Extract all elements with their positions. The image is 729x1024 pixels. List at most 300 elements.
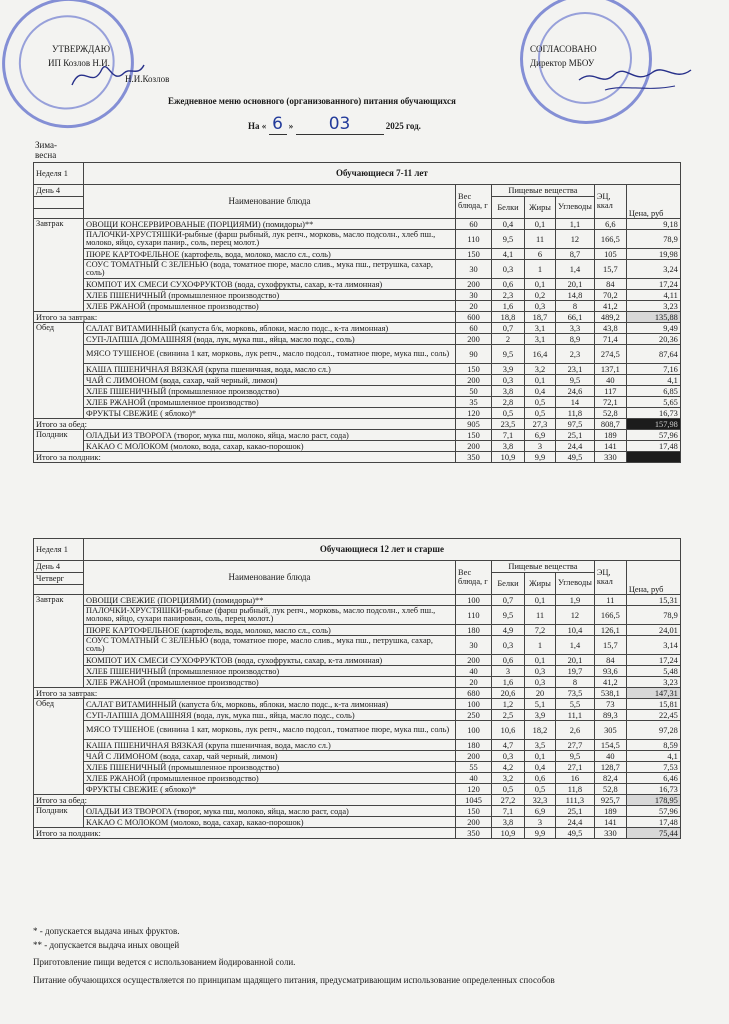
dish-name: ХЛЕБ ПШЕНИЧНЫЙ (промышленное производство) <box>84 386 456 397</box>
dish-fat: 0,1 <box>525 279 556 290</box>
dish-fat: 3,5 <box>525 740 556 751</box>
col-fat-header: Жиры <box>525 197 556 219</box>
dish-energy: 84 <box>594 655 626 666</box>
total-energy: 808,7 <box>594 419 626 430</box>
dish-energy: 41,2 <box>594 301 626 312</box>
dish-fat: 16,4 <box>525 345 556 364</box>
total-carbs: 111,3 <box>556 795 595 806</box>
dish-carbs: 2,6 <box>556 721 595 740</box>
dish-name: ФРУКТЫ СВЕЖИЕ ( яблоко)* <box>84 408 456 419</box>
dish-fat: 0,1 <box>525 219 556 230</box>
total-row <box>34 688 681 699</box>
dish-protein: 0,6 <box>492 655 525 666</box>
meal-label: Полдник <box>34 806 84 828</box>
dish-weight: 110 <box>456 606 492 625</box>
dish-name: СУП-ЛАПША ДОМАШНЯЯ (вода, лук, мука пш., яйца, масло подс., соль) <box>84 710 456 721</box>
total-label: Итого за обед: <box>34 419 456 430</box>
dish-weight: 120 <box>456 784 492 795</box>
dish-protein: 0,3 <box>492 636 525 655</box>
dish-weight: 150 <box>456 364 492 375</box>
dish-carbs: 1,4 <box>556 260 595 279</box>
total-price <box>626 452 680 463</box>
dish-energy: 11 <box>594 595 626 606</box>
total-fat: 9,9 <box>525 828 556 839</box>
date-mid: » <box>288 121 294 131</box>
total-carbs: 97,5 <box>556 419 595 430</box>
dish-energy: 15,7 <box>594 636 626 655</box>
dish-energy: 82,4 <box>594 773 626 784</box>
col-protein-header: Белки <box>492 573 525 595</box>
dish-carbs: 1,9 <box>556 595 595 606</box>
meal-label: Обед <box>34 323 84 419</box>
dish-price: 7,53 <box>626 762 680 773</box>
dish-fat: 6,9 <box>525 806 556 817</box>
dish-energy: 84 <box>594 279 626 290</box>
dish-name: ФРУКТЫ СВЕЖИЕ ( яблоко)* <box>84 784 456 795</box>
dish-carbs: 20,1 <box>556 655 595 666</box>
season-label: Зима-весна <box>35 140 57 160</box>
dish-name: ХЛЕБ ПШЕНИЧНЫЙ (промышленное производство) <box>84 762 456 773</box>
dish-fat: 3 <box>525 441 556 452</box>
dish-row <box>34 430 681 441</box>
col-carbs-header: Углеводы <box>556 197 595 219</box>
dish-carbs: 1,1 <box>556 219 595 230</box>
dish-energy: 141 <box>594 441 626 452</box>
dish-carbs: 14 <box>556 397 595 408</box>
dish-price: 16,73 <box>626 784 680 795</box>
dish-weight: 55 <box>456 762 492 773</box>
dish-protein: 0,7 <box>492 323 525 334</box>
dish-fat: 3,9 <box>525 710 556 721</box>
dish-price: 3,23 <box>626 677 680 688</box>
approve-left-sub: ИП Козлов Н.И. <box>48 58 110 68</box>
dish-energy: 305 <box>594 721 626 740</box>
dish-carbs: 9,5 <box>556 375 595 386</box>
dish-weight: 20 <box>456 677 492 688</box>
dish-row <box>34 408 681 419</box>
dish-protein: 0,7 <box>492 595 525 606</box>
total-price: 135,88 <box>626 312 680 323</box>
dish-energy: 126,1 <box>594 625 626 636</box>
dish-row <box>34 249 681 260</box>
dish-fat: 0,3 <box>525 677 556 688</box>
dish-protein: 2,8 <box>492 397 525 408</box>
dish-fat: 7,2 <box>525 625 556 636</box>
col-energy-header: ЭЦ, ккал <box>594 561 626 595</box>
dish-name: ПЮРЕ КАРТОФЕЛЬНОЕ (картофель, вода, молоко, масло сл., соль) <box>84 249 456 260</box>
dish-weight: 60 <box>456 219 492 230</box>
dish-protein: 0,5 <box>492 408 525 419</box>
approve-left-name: Н.И.Козлов <box>125 74 170 84</box>
dish-weight: 150 <box>456 806 492 817</box>
dish-name: ХЛЕБ ПШЕНИЧНЫЙ (промышленное производство) <box>84 666 456 677</box>
dish-name: МЯСО ТУШЕНОЕ (свинина 1 кат, морковь, лук репч., масло подсол., томатное пюре, мука пш., соль) <box>84 721 456 740</box>
dish-energy: 15,7 <box>594 260 626 279</box>
dish-name: КАКАО С МОЛОКОМ (молоко, вода, сахар, какао-порошок) <box>84 817 456 828</box>
total-fat: 20 <box>525 688 556 699</box>
dish-name: СОУС ТОМАТНЫЙ С ЗЕЛЕНЬЮ (вода, томатное пюре, масло слив., мука пш., петрушка, сахар, соль) <box>84 636 456 655</box>
dish-fat: 11 <box>525 230 556 249</box>
dish-name: ХЛЕБ РЖАНОЙ (промышленное производство) <box>84 773 456 784</box>
dish-carbs: 8,7 <box>556 249 595 260</box>
dish-price: 22,45 <box>626 710 680 721</box>
dish-energy: 166,5 <box>594 606 626 625</box>
total-label: Итого за завтрак: <box>34 688 456 699</box>
dish-name: КОМПОТ ИХ СМЕСИ СУХОФРУКТОВ (вода, сухофрукты, сахар, к-та лимонная) <box>84 279 456 290</box>
total-protein: 18,8 <box>492 312 525 323</box>
dish-price: 5,48 <box>626 666 680 677</box>
dish-row <box>34 655 681 666</box>
header-week-row <box>34 539 681 561</box>
dish-name: ЧАЙ С ЛИМОНОМ (вода, сахар, чай черный, лимон) <box>84 375 456 386</box>
dish-name: ПАЛОЧКИ-ХРУСТЯШКИ-рыбные (фарш рыбный, лук репч., морковь, масло подсолн., хлеб пш., молоко, яйцо, сухари панир., соль, перец молот.) <box>84 230 456 249</box>
dish-fat: 0,2 <box>525 290 556 301</box>
total-energy: 330 <box>594 452 626 463</box>
dish-protein: 4,1 <box>492 249 525 260</box>
total-row <box>34 419 681 430</box>
dish-carbs: 25,1 <box>556 806 595 817</box>
dish-name: САЛАТ ВИТАМИННЫЙ (капуста б/к, морковь, яблоки, масло подс., к-та лимонная) <box>84 699 456 710</box>
dish-name: КАКАО С МОЛОКОМ (молоко, вода, сахар, какао-порошок) <box>84 441 456 452</box>
dish-energy: 137,1 <box>594 364 626 375</box>
dish-price: 6,46 <box>626 773 680 784</box>
dish-name: СОУС ТОМАТНЫЙ С ЗЕЛЕНЬЮ (вода, томатное пюре, масло слив., мука пш., петрушка, сахар, соль) <box>84 260 456 279</box>
dish-fat: 3 <box>525 817 556 828</box>
dish-weight: 120 <box>456 408 492 419</box>
dish-carbs: 16 <box>556 773 595 784</box>
dish-weight: 110 <box>456 230 492 249</box>
dish-weight: 150 <box>456 430 492 441</box>
dish-price: 15,81 <box>626 699 680 710</box>
dish-name: ХЛЕБ РЖАНОЙ (промышленное производство) <box>84 397 456 408</box>
total-weight: 350 <box>456 452 492 463</box>
dish-protein: 4,9 <box>492 625 525 636</box>
dish-row <box>34 290 681 301</box>
dish-protein: 7,1 <box>492 806 525 817</box>
dish-energy: 43,8 <box>594 323 626 334</box>
meal-label: Завтрак <box>34 595 84 688</box>
dish-price: 97,28 <box>626 721 680 740</box>
dish-energy: 70,2 <box>594 290 626 301</box>
dish-name: ОВОЩИ КОНСЕРВИРОВАНЫЕ (ПОРЦИЯМИ) (помидоры)** <box>84 219 456 230</box>
dish-carbs: 27,1 <box>556 762 595 773</box>
dish-carbs: 8 <box>556 301 595 312</box>
dish-energy: 89,3 <box>594 710 626 721</box>
dish-protein: 3,9 <box>492 364 525 375</box>
dish-protein: 2,5 <box>492 710 525 721</box>
dish-fat: 3,1 <box>525 334 556 345</box>
col-price-header: Цена, руб <box>626 561 680 595</box>
dish-price: 20,36 <box>626 334 680 345</box>
col-weight-header: Вес блюда, г <box>456 561 492 595</box>
total-protein: 10,9 <box>492 828 525 839</box>
dish-carbs: 9,5 <box>556 751 595 762</box>
dish-carbs: 8,9 <box>556 334 595 345</box>
dish-weight: 60 <box>456 323 492 334</box>
week-label: Неделя 1 <box>34 163 84 185</box>
dish-price: 19,98 <box>626 249 680 260</box>
header-spacer <box>34 585 84 595</box>
col-nutrients-header: Пищевые вещества <box>492 561 595 573</box>
dish-carbs: 11,8 <box>556 408 595 419</box>
date-day: 6 <box>269 114 287 135</box>
total-fat: 18,7 <box>525 312 556 323</box>
dish-weight: 200 <box>456 375 492 386</box>
document-title: Ежедневное меню основного (организованного) питания обучающихся <box>168 96 456 106</box>
group-title: Обучающиеся 12 лет и старше <box>84 539 681 561</box>
note-fruits: * - допускается выдача иных фруктов. <box>33 926 180 936</box>
approve-right-title: СОГЛАСОВАНО <box>530 44 597 54</box>
dish-carbs: 11,1 <box>556 710 595 721</box>
dish-protein: 0,5 <box>492 784 525 795</box>
dish-protein: 2 <box>492 334 525 345</box>
dish-weight: 20 <box>456 301 492 312</box>
approve-left-title: УТВЕРЖДАЮ <box>52 44 111 54</box>
dish-price: 6,85 <box>626 386 680 397</box>
header-columns-row <box>34 561 681 573</box>
dish-energy: 93,6 <box>594 666 626 677</box>
total-weight: 600 <box>456 312 492 323</box>
dish-protein: 9,5 <box>492 606 525 625</box>
total-energy: 489,2 <box>594 312 626 323</box>
header-week-row <box>34 163 681 185</box>
dish-price: 16,73 <box>626 408 680 419</box>
dish-price: 24,01 <box>626 625 680 636</box>
dish-fat: 1 <box>525 636 556 655</box>
dish-weight: 30 <box>456 260 492 279</box>
dish-price: 3,24 <box>626 260 680 279</box>
dish-price: 78,9 <box>626 606 680 625</box>
col-carbs-header: Углеводы <box>556 573 595 595</box>
date-month: 03 <box>296 114 384 135</box>
dish-row <box>34 762 681 773</box>
dish-fat: 1 <box>525 260 556 279</box>
meal-label: Завтрак <box>34 219 84 312</box>
menu-table-12-plus <box>33 538 681 839</box>
total-weight: 350 <box>456 828 492 839</box>
total-weight: 680 <box>456 688 492 699</box>
dish-price: 17,24 <box>626 279 680 290</box>
total-row <box>34 795 681 806</box>
dish-row <box>34 397 681 408</box>
dish-weight: 180 <box>456 740 492 751</box>
dish-carbs: 25,1 <box>556 430 595 441</box>
dish-protein: 0,6 <box>492 279 525 290</box>
dish-energy: 141 <box>594 817 626 828</box>
dish-weight: 200 <box>456 751 492 762</box>
dish-row <box>34 710 681 721</box>
dish-row <box>34 751 681 762</box>
dish-price: 17,48 <box>626 817 680 828</box>
dish-weight: 200 <box>456 279 492 290</box>
dish-fat: 0,3 <box>525 301 556 312</box>
dish-fat: 0,1 <box>525 375 556 386</box>
dish-row <box>34 636 681 655</box>
total-energy: 925,7 <box>594 795 626 806</box>
dish-protein: 9,5 <box>492 230 525 249</box>
date-line <box>248 114 421 135</box>
dish-energy: 6,6 <box>594 219 626 230</box>
dish-weight: 100 <box>456 721 492 740</box>
col-energy-header: ЭЦ, ккал <box>594 185 626 219</box>
dish-energy: 117 <box>594 386 626 397</box>
dish-row <box>34 784 681 795</box>
dish-energy: 52,8 <box>594 408 626 419</box>
dish-price: 17,24 <box>626 655 680 666</box>
dish-energy: 128,7 <box>594 762 626 773</box>
dish-price: 3,14 <box>626 636 680 655</box>
dish-energy: 72,1 <box>594 397 626 408</box>
dish-name: ОВОЩИ СВЕЖИЕ (ПОРЦИЯМИ) (помидоры)** <box>84 595 456 606</box>
dish-energy: 73 <box>594 699 626 710</box>
dish-row <box>34 375 681 386</box>
dish-carbs: 2,3 <box>556 345 595 364</box>
dish-row <box>34 625 681 636</box>
dish-fat: 5,1 <box>525 699 556 710</box>
total-fat: 9,9 <box>525 452 556 463</box>
dish-energy: 41,2 <box>594 677 626 688</box>
dish-protein: 3,2 <box>492 773 525 784</box>
dish-price: 8,59 <box>626 740 680 751</box>
dish-name: ХЛЕБ РЖАНОЙ (промышленное производство) <box>84 677 456 688</box>
total-carbs: 73,5 <box>556 688 595 699</box>
dish-energy: 189 <box>594 430 626 441</box>
dish-weight: 200 <box>456 334 492 345</box>
total-label: Итого за завтрак: <box>34 312 456 323</box>
dish-fat: 0,5 <box>525 397 556 408</box>
dish-protein: 3,8 <box>492 817 525 828</box>
dish-fat: 6,9 <box>525 430 556 441</box>
dish-row <box>34 721 681 740</box>
dish-carbs: 12 <box>556 230 595 249</box>
dish-row <box>34 345 681 364</box>
dish-carbs: 11,8 <box>556 784 595 795</box>
left-signature <box>68 55 148 95</box>
dish-row <box>34 606 681 625</box>
header-spacer <box>34 209 84 219</box>
dish-price: 4,1 <box>626 751 680 762</box>
dish-protein: 0,3 <box>492 751 525 762</box>
dish-name: ОЛАДЬИ ИЗ ТВОРОГА (творог, мука пш, молоко, яйца, масло раст, сода) <box>84 430 456 441</box>
total-protein: 27,2 <box>492 795 525 806</box>
dish-protein: 0,4 <box>492 219 525 230</box>
dish-carbs: 10,4 <box>556 625 595 636</box>
note-diet: Питание обучающихся осуществляется по принципам щадящего питания, предусматривающим использование определенных способов <box>33 975 555 985</box>
dish-fat: 3,2 <box>525 364 556 375</box>
dish-carbs: 3,3 <box>556 323 595 334</box>
dish-fat: 0,5 <box>525 784 556 795</box>
dish-price: 17,48 <box>626 441 680 452</box>
dish-weight: 180 <box>456 625 492 636</box>
dish-weight: 200 <box>456 441 492 452</box>
total-protein: 20,6 <box>492 688 525 699</box>
dish-protein: 1,6 <box>492 677 525 688</box>
dish-name: ОЛАДЬИ ИЗ ТВОРОГА (творог, мука пш, молоко, яйца, масло раст, сода) <box>84 806 456 817</box>
dish-row <box>34 364 681 375</box>
total-fat: 32,3 <box>525 795 556 806</box>
total-row <box>34 452 681 463</box>
dish-name: СУП-ЛАПША ДОМАШНЯЯ (вода, лук, мука пш., яйца, масло подс., соль) <box>84 334 456 345</box>
dish-protein: 4,2 <box>492 762 525 773</box>
dish-carbs: 12 <box>556 606 595 625</box>
dish-protein: 7,1 <box>492 430 525 441</box>
dish-price: 5,65 <box>626 397 680 408</box>
dish-protein: 0,3 <box>492 260 525 279</box>
total-price: 157,98 <box>626 419 680 430</box>
dish-weight: 100 <box>456 699 492 710</box>
dish-protein: 3,8 <box>492 386 525 397</box>
dish-row <box>34 699 681 710</box>
weekday-label: Четверг <box>34 573 84 585</box>
total-price: 147,31 <box>626 688 680 699</box>
dish-carbs: 20,1 <box>556 279 595 290</box>
col-weight-header: Вес блюда, г <box>456 185 492 219</box>
dish-price: 78,9 <box>626 230 680 249</box>
dish-row <box>34 260 681 279</box>
dish-carbs: 23,1 <box>556 364 595 375</box>
col-name-header: Наименование блюда <box>84 561 456 595</box>
dish-price: 57,96 <box>626 806 680 817</box>
day-label: День 4 <box>34 185 84 197</box>
group-title: Обучающиеся 7-11 лет <box>84 163 681 185</box>
dish-weight: 200 <box>456 817 492 828</box>
dish-price: 57,96 <box>626 430 680 441</box>
dish-price: 15,31 <box>626 595 680 606</box>
dish-energy: 40 <box>594 375 626 386</box>
total-price: 75,44 <box>626 828 680 839</box>
dish-weight: 30 <box>456 636 492 655</box>
dish-fat: 0,6 <box>525 773 556 784</box>
dish-price: 4,1 <box>626 375 680 386</box>
total-price: 178,95 <box>626 795 680 806</box>
col-name-header: Наименование блюда <box>84 185 456 219</box>
dish-carbs: 1,4 <box>556 636 595 655</box>
day-label: День 4 <box>34 561 84 573</box>
dish-carbs: 19,7 <box>556 666 595 677</box>
note-salt: Приготовление пищи ведется с использованием йодированной соли. <box>33 957 296 967</box>
dish-energy: 189 <box>594 806 626 817</box>
dish-energy: 40 <box>594 751 626 762</box>
dish-fat: 0,4 <box>525 386 556 397</box>
dish-name: КОМПОТ ИХ СМЕСИ СУХОФРУКТОВ (вода, сухофрукты, сахар, к-та лимонная) <box>84 655 456 666</box>
dish-protein: 1,2 <box>492 699 525 710</box>
dish-name: ПЮРЕ КАРТОФЕЛЬНОЕ (картофель, вода, молоко, масло сл., соль) <box>84 625 456 636</box>
total-carbs: 49,5 <box>556 452 595 463</box>
total-energy: 538,1 <box>594 688 626 699</box>
dish-fat: 0,4 <box>525 762 556 773</box>
dish-name: САЛАТ ВИТАМИННЫЙ (капуста б/к, морковь, яблоки, масло подс., к-та лимонная) <box>84 323 456 334</box>
dish-carbs: 24,4 <box>556 817 595 828</box>
total-energy: 330 <box>594 828 626 839</box>
total-label: Итого за полдник: <box>34 452 456 463</box>
dish-fat: 3,1 <box>525 323 556 334</box>
dish-name: ПАЛОЧКИ-ХРУСТЯШКИ-рыбные (фарш рыбный, лук репч., морковь, масло подсолн., хлеб пш., молоко, яйцо, сухари панирован, соль, перец молот.) <box>84 606 456 625</box>
total-weight: 905 <box>456 419 492 430</box>
dish-price: 3,23 <box>626 301 680 312</box>
dish-fat: 11 <box>525 606 556 625</box>
dish-row <box>34 666 681 677</box>
total-weight: 1045 <box>456 795 492 806</box>
dish-name: ХЛЕБ ПШЕНИЧНЫЙ (промышленное производство) <box>84 290 456 301</box>
col-price-header: Цена, руб <box>626 185 680 219</box>
meal-label: Полдник <box>34 430 84 452</box>
dish-fat: 0,1 <box>525 595 556 606</box>
dish-energy: 71,4 <box>594 334 626 345</box>
dish-price: 9,18 <box>626 219 680 230</box>
dish-weight: 100 <box>456 595 492 606</box>
total-protein: 23,5 <box>492 419 525 430</box>
dish-name: ЧАЙ С ЛИМОНОМ (вода, сахар, чай черный, лимон) <box>84 751 456 762</box>
